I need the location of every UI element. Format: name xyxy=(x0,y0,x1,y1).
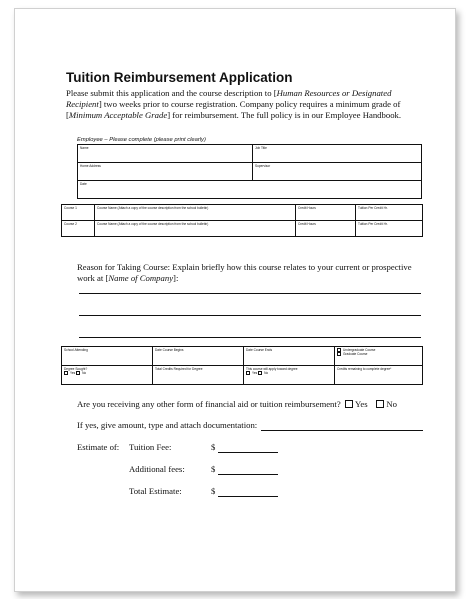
school-attending-label: School Attending xyxy=(64,348,88,352)
course-level-field xyxy=(335,347,423,366)
apply-toward-degree-field xyxy=(244,366,335,385)
graduate-option[interactable] xyxy=(337,352,420,356)
date-course-ends-field[interactable] xyxy=(244,347,335,366)
course-2-credit-hours-label: Credit Hours xyxy=(298,222,316,226)
document-page xyxy=(14,8,456,592)
intro-text-1: Please submit this application and the course description to [ xyxy=(66,88,277,98)
name-label: Name xyxy=(80,146,89,150)
course-2-tuition-label: Tuition Per Credit Hr. xyxy=(358,222,388,226)
apply-no-label: No xyxy=(264,371,269,375)
course-2-label: Course 2 xyxy=(64,222,77,226)
reason-prompt xyxy=(77,262,427,284)
date-course-ends-label: Date Course Ends xyxy=(246,348,273,352)
apply-no-checkbox[interactable] xyxy=(258,371,262,375)
undergraduate-label: Undergraduate Course xyxy=(343,348,376,352)
course-1-tuition-label: Tuition Per Credit Hr. xyxy=(358,206,388,210)
course-1-label-cell xyxy=(62,205,95,221)
reason-answer-line-1[interactable] xyxy=(79,293,421,294)
page-title: Tuition Reimbursement Application xyxy=(66,70,293,85)
aid-no-checkbox[interactable] xyxy=(376,400,384,408)
financial-aid-question-text: Are you receiving any other form of financial aid or tuition reimbursement? xyxy=(77,399,341,409)
degree-sought-field xyxy=(62,366,153,385)
degree-no-checkbox[interactable] xyxy=(76,371,80,375)
course-1-name-field[interactable] xyxy=(95,205,296,221)
reason-text-1: Reason for Taking Course: Explain briefly how this course relates to your current or prospective work at [ xyxy=(77,262,412,283)
aid-no-label: No xyxy=(386,399,397,409)
additional-fees-label: Additional fees: xyxy=(129,464,185,474)
course-1-label: Course 1 xyxy=(64,206,77,210)
aid-yes-checkbox[interactable] xyxy=(345,400,353,408)
degree-yes-label: Yes xyxy=(70,371,76,375)
intro-paragraph xyxy=(66,88,422,121)
intro-placeholder-grade: Minimum Acceptable Grade xyxy=(68,110,168,120)
tuition-fee-label: Tuition Fee: xyxy=(129,442,172,452)
tuition-fee-currency: $ xyxy=(211,442,216,452)
name-field[interactable] xyxy=(78,145,253,163)
additional-fees-currency: $ xyxy=(211,464,216,474)
date-field[interactable] xyxy=(78,181,422,199)
supervisor-label: Supervisor xyxy=(255,164,271,168)
course-1-credit-hours-label: Credit Hours xyxy=(298,206,316,210)
total-credits-label: Total Credits Required for Degree xyxy=(155,367,203,371)
estimate-label: Estimate of: xyxy=(77,442,120,452)
school-attending-field[interactable] xyxy=(62,347,153,366)
intro-placeholder-recipient: Human Resources or Designated Recipient xyxy=(66,88,392,109)
reason-answer-line-3[interactable] xyxy=(79,337,421,338)
job-title-label: Job Title xyxy=(255,146,267,150)
course-2-label-cell xyxy=(62,221,95,237)
job-title-field[interactable] xyxy=(253,145,422,163)
reason-answer-line-2[interactable] xyxy=(79,315,421,316)
course-2-tuition-field[interactable] xyxy=(356,221,423,237)
reason-placeholder-company: Name of Company xyxy=(108,273,174,283)
aid-yes-label: Yes xyxy=(355,399,368,409)
apply-yes-label: Yes xyxy=(252,371,258,375)
intro-text-2: ] two weeks prior to course registration. Company policy requires a minimum grade of [ xyxy=(66,99,401,120)
apply-toward-degree-label: This course will apply toward degree xyxy=(246,367,298,371)
employee-section-label: Employee – Please complete (please print clearly) xyxy=(77,137,206,143)
course-2-credit-hours-field[interactable] xyxy=(296,221,356,237)
employee-info-table xyxy=(77,144,422,199)
total-estimate-currency: $ xyxy=(211,486,216,496)
intro-text-3: ] for reimbursement. The full policy is in our Employee Handbook. xyxy=(167,110,402,120)
total-estimate-label: Total Estimate: xyxy=(129,486,182,496)
additional-fees-line[interactable] xyxy=(218,474,278,475)
total-credits-field[interactable] xyxy=(153,366,244,385)
school-info-table xyxy=(61,346,423,385)
degree-yes-checkbox[interactable] xyxy=(64,371,68,375)
course-1-name-label: Course Name (Attach a copy of the course description from the school bulletin) xyxy=(97,206,209,210)
apply-yes-checkbox[interactable] xyxy=(246,371,250,375)
graduate-label: Graduate Course xyxy=(343,352,368,356)
degree-no-label: No xyxy=(82,371,87,375)
home-address-label: Home Address xyxy=(80,164,101,168)
supervisor-field[interactable] xyxy=(253,163,422,181)
course-2-name-field[interactable] xyxy=(95,221,296,237)
course-table xyxy=(61,204,423,237)
credits-remaining-label: Credits remaining to complete degree* xyxy=(337,367,392,371)
degree-sought-label: Degree Sought? xyxy=(64,367,88,371)
course-2-name-label: Course Name (Attach a copy of the course description from the school bulletin) xyxy=(97,222,209,226)
total-estimate-line[interactable] xyxy=(218,496,278,497)
date-course-begins-label: Date Course Begins xyxy=(155,348,184,352)
aid-details-label: If yes, give amount, type and attach documentation: xyxy=(77,420,258,430)
financial-aid-question xyxy=(77,399,397,409)
course-1-tuition-field[interactable] xyxy=(356,205,423,221)
reason-text-2: ]: xyxy=(173,273,179,283)
course-1-credit-hours-field[interactable] xyxy=(296,205,356,221)
date-label: Date xyxy=(80,182,87,186)
tuition-fee-line[interactable] xyxy=(218,452,278,453)
credits-remaining-field[interactable] xyxy=(335,366,423,385)
graduate-checkbox[interactable] xyxy=(337,352,341,356)
home-address-field[interactable] xyxy=(78,163,253,181)
date-course-begins-field[interactable] xyxy=(153,347,244,366)
aid-details-line[interactable] xyxy=(261,430,423,431)
